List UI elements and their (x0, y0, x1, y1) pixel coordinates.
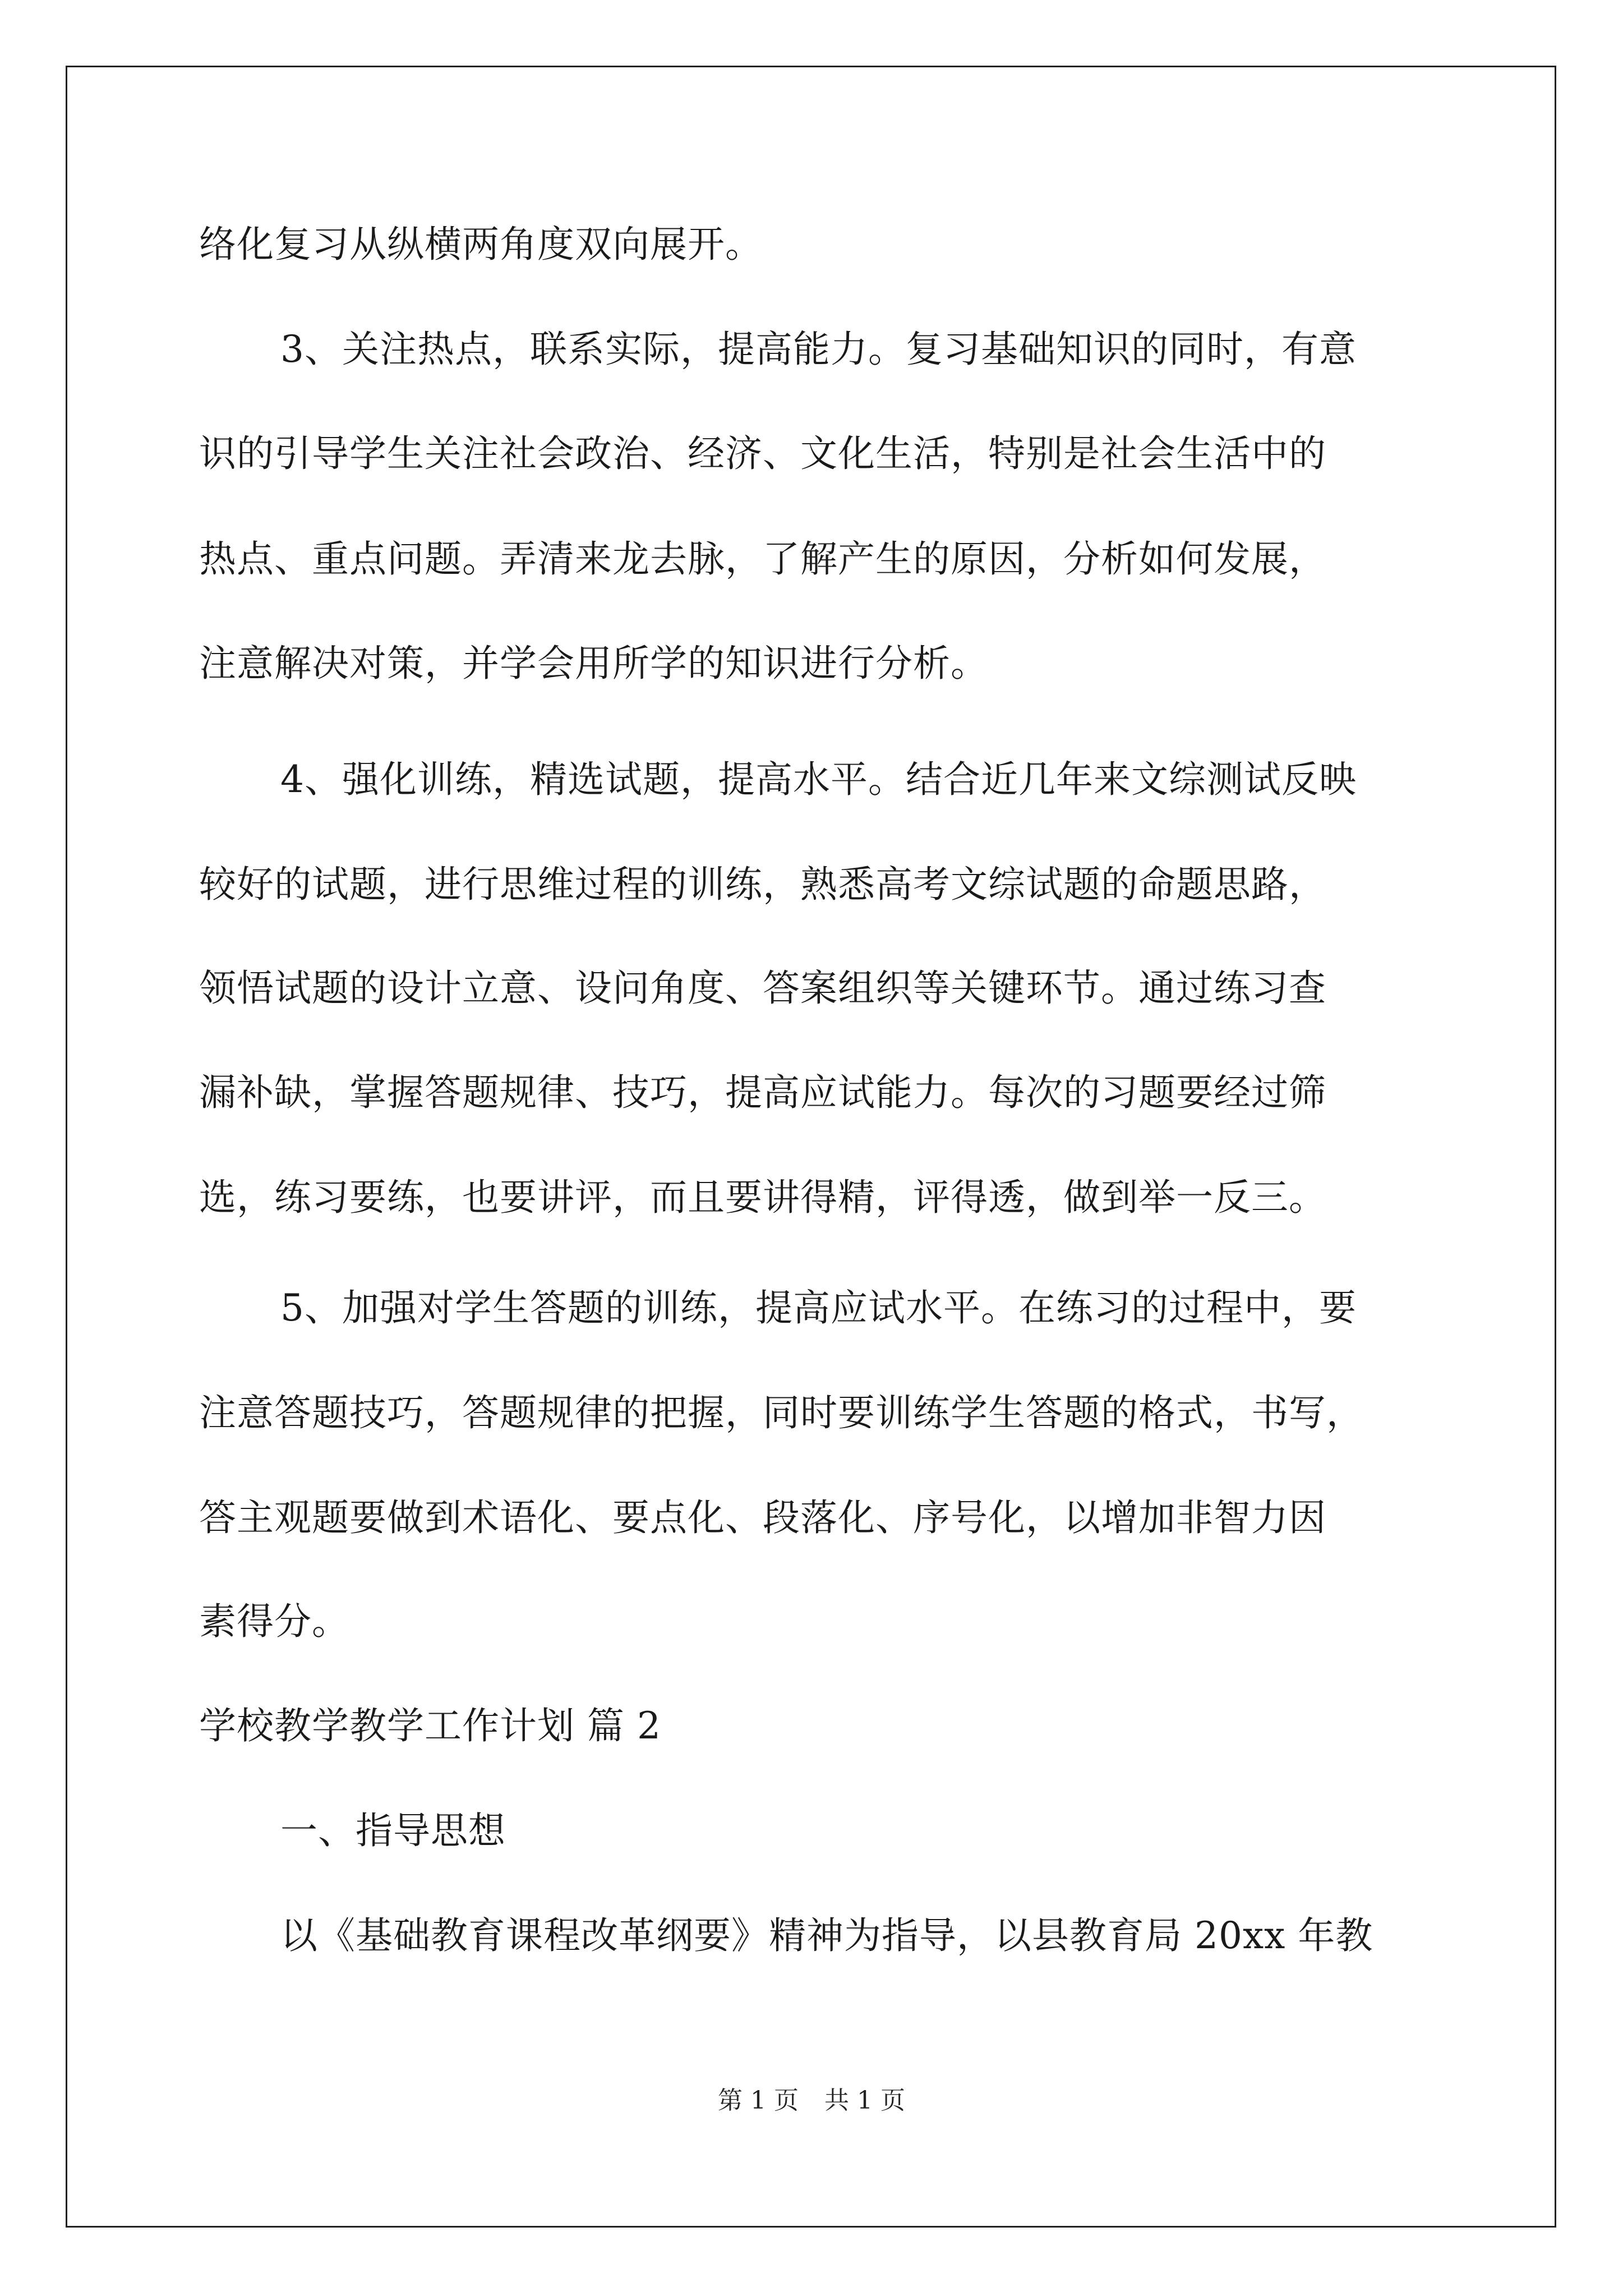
page-footer (0, 2084, 1623, 2118)
text-line: 以《基础教育课程改革纲要》精神为指导，以县教育局 20xx 年教 (280, 1914, 1373, 1957)
text-line: 4、强化训练，精选试题，提高水平。结合近几年来文综测试反映 (280, 758, 1357, 801)
text-line: 素得分。 (199, 1600, 349, 1643)
page-border (66, 66, 1556, 2228)
text-line: 漏补缺，掌握答题规律、技巧，提高应试能力。每次的习题要经过筛 (199, 1071, 1326, 1114)
text-line: 选，练习要练，也要讲评，而且要讲得精，评得透，做到举一反三。 (199, 1176, 1326, 1219)
text-line: 注意解决对策，并学会用所学的知识进行分析。 (199, 642, 988, 685)
text-line: 答主观题要做到术语化、要点化、段落化、序号化，以增加非智力因 (199, 1496, 1326, 1539)
text-line: 注意答题技巧，答题规律的把握，同时要训练学生答题的格式，书写， (199, 1391, 1364, 1434)
text-line: 较好的试题，进行思维过程的训练，熟悉高考文综试题的命题思路， (199, 863, 1326, 906)
text-line: 热点、重点问题。弄清来龙去脉，了解产生的原因，分析如何发展， (199, 537, 1326, 581)
text-line: 5、加强对学生答题的训练，提高应试水平。在练习的过程中，要 (280, 1286, 1357, 1329)
page-total: 共 1 页 (824, 2086, 905, 2115)
page-number: 第 1 页 (718, 2086, 799, 2115)
text-line: 识的引导学生关注社会政治、经济、文化生活，特别是社会生活中的 (199, 432, 1326, 475)
subsection-heading: 一、指导思想 (280, 1809, 506, 1852)
section-heading: 学校教学教学工作计划 篇 2 (199, 1704, 661, 1747)
text-line: 3、关注热点，联系实际，提高能力。复习基础知识的同时，有意 (280, 328, 1357, 371)
text-line: 络化复习从纵横两角度双向展开。 (199, 223, 763, 266)
text-line: 领悟试题的设计立意、设问角度、答案组织等关键环节。通过练习查 (199, 967, 1326, 1010)
